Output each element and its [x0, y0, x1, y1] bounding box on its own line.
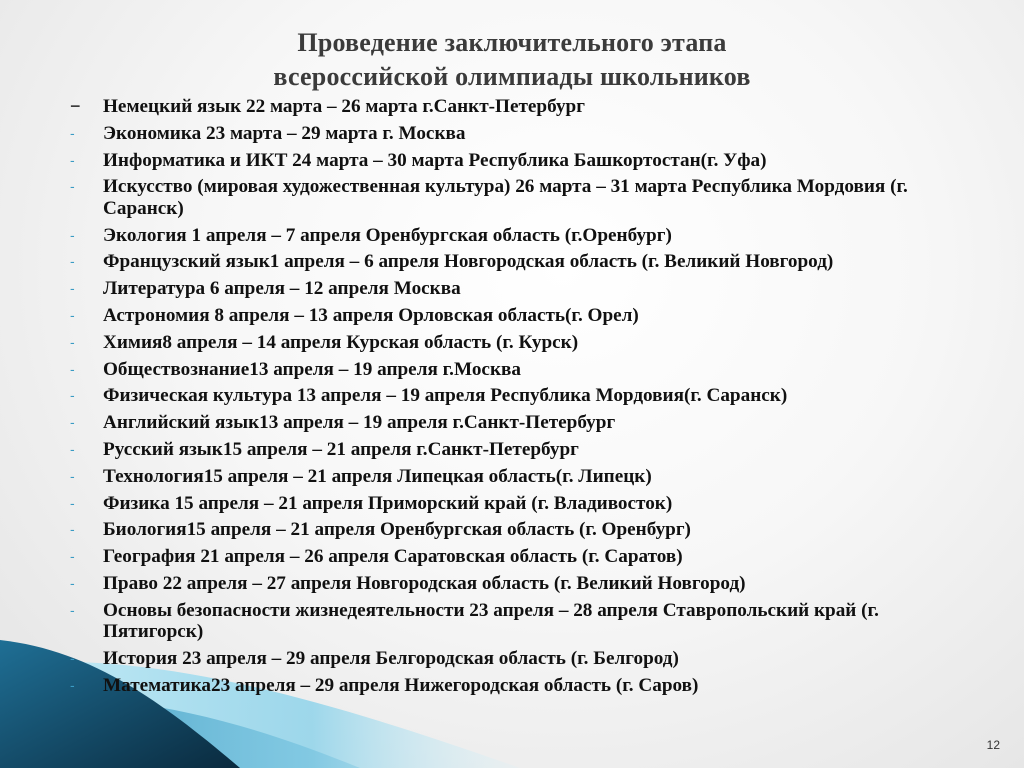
bullet-dash-icon: -: [70, 151, 75, 168]
bullet-dash-icon: −: [70, 96, 81, 116]
bullet-dash-icon: -: [70, 414, 75, 431]
list-item-text: Физика 15 апреля – 21 апреля Приморский край (г. Владивосток): [103, 492, 673, 514]
list-item-text: Французский язык1 апреля – 6 апреля Новгородская область (г. Великий Новгород): [103, 251, 834, 273]
title-line-2: всероссийской олимпиады школьников: [273, 62, 751, 91]
list-item-text: Русский язык15 апреля – 21 апреля г.Санкт-Петербург: [103, 439, 579, 461]
list-item-text: Немецкий язык 22 марта – 26 марта г.Санкт-Петербург: [103, 96, 585, 117]
list-item: [70, 546, 975, 568]
bullet-dash-icon: -: [70, 307, 75, 324]
bullet-dash-icon: -: [70, 124, 75, 141]
list-item: [70, 150, 975, 172]
bullet-dash-icon: -: [70, 467, 75, 484]
bullet-dash-icon: -: [70, 521, 75, 538]
bullet-dash-icon: -: [70, 226, 75, 243]
list-item-text: Экология 1 апреля – 7 апреля Оренбургская область (г.Оренбург): [103, 224, 672, 246]
list-item: [70, 600, 975, 643]
bullet-dash-icon: -: [70, 333, 75, 350]
list-item: [70, 439, 975, 461]
list-item-text: Математика23 апреля – 29 апреля Нижегородская область (г. Саров): [103, 674, 699, 696]
list-item: [70, 519, 975, 541]
bullet-dash-icon: -: [70, 280, 75, 297]
bullet-dash-icon: -: [70, 360, 75, 377]
list-item: [70, 466, 975, 488]
list-item: [70, 573, 975, 595]
list-item: [70, 648, 975, 670]
list-item: [70, 176, 975, 219]
list-item: [70, 225, 975, 247]
list-item: [70, 96, 975, 118]
bullet-dash-icon: -: [70, 548, 75, 565]
list-item-text: История 23 апреля – 29 апреля Белгородская область (г. Белгород): [103, 648, 679, 670]
list-item-text: Технология15 апреля – 21 апреля Липецкая область(г. Липецк): [103, 465, 652, 487]
list-item-text: Искусство (мировая художественная культура) 26 марта – 31 марта Республика Мордовия (г. Саранск): [103, 176, 908, 219]
list-item: [70, 675, 975, 697]
bullet-dash-icon: -: [70, 253, 75, 270]
bullet-dash-icon: -: [70, 387, 75, 404]
list-item: [70, 278, 975, 300]
bullet-dash-icon: -: [70, 650, 75, 667]
list-item-text: Информатика и ИКТ 24 марта – 30 марта Республика Башкортостан(г. Уфа): [103, 149, 767, 171]
title-line-1: Проведение заключительного этапа: [297, 28, 727, 57]
bullet-dash-icon: -: [70, 601, 75, 618]
list-item: [70, 123, 975, 145]
list-item-text: Обществознание13 апреля – 19 апреля г.Москва: [103, 358, 521, 380]
list-item-text: Основы безопасности жизнедеятельности 23 апреля – 28 апреля Ставропольский край (г. Пятигорск): [103, 599, 879, 643]
bullet-dash-icon: -: [70, 575, 75, 592]
list-item-text: Биология15 апреля – 21 апреля Оренбургская область (г. Оренбург): [103, 519, 691, 541]
list-item-text: Химия8 апреля – 14 апреля Курская область (г. Курск): [103, 331, 579, 353]
list-item: [70, 332, 975, 354]
list-item-text: География 21 апреля – 26 апреля Саратовская область (г. Саратов): [103, 546, 683, 568]
list-item: [70, 412, 975, 434]
bullet-dash-icon: -: [70, 441, 75, 458]
slide-page-number: 12: [986, 738, 1000, 752]
list-item-text: Право 22 апреля – 27 апреля Новгородская область (г. Великий Новгород): [103, 573, 746, 595]
list-item: [70, 359, 975, 381]
list-item-text: Английский язык13 апреля – 19 апреля г.Санкт-Петербург: [103, 412, 616, 434]
list-item-text: Физическая культура 13 апреля – 19 апреля Республика Мордовия(г. Саранск): [103, 385, 788, 407]
list-item: [70, 305, 975, 327]
bullet-dash-icon: -: [70, 676, 75, 693]
bullet-dash-icon: -: [70, 178, 75, 195]
list-item: [70, 493, 975, 515]
bullet-dash-icon: -: [70, 494, 75, 511]
olympiad-schedule-list: [70, 96, 975, 702]
list-item: [70, 385, 975, 407]
list-item-text: Литература 6 апреля – 12 апреля Москва: [103, 278, 461, 300]
slide-title: [0, 26, 1024, 94]
list-item-text: Экономика 23 марта – 29 марта г. Москва: [103, 122, 466, 144]
list-item-text: Астрономия 8 апреля – 13 апреля Орловская область(г. Орел): [103, 305, 639, 327]
list-item: [70, 251, 975, 273]
